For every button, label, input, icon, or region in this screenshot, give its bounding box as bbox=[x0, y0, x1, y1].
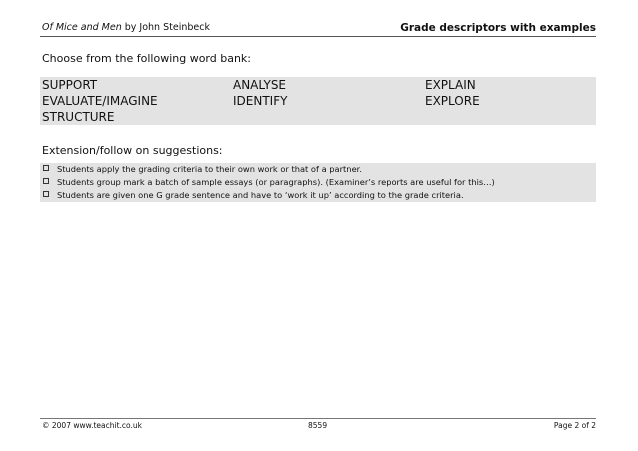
word-analyse: ANALYSE bbox=[233, 78, 287, 92]
word-explore: EXPLORE bbox=[425, 94, 480, 108]
suggestion-text: Students are given one G grade sentence and have to ‘work it up’ according to the grade criteria. bbox=[57, 190, 464, 200]
extension-heading: Extension/follow on suggestions: bbox=[42, 144, 223, 157]
list-item bbox=[40, 163, 362, 176]
word-support: SUPPORT bbox=[42, 78, 98, 92]
word-evaluate-imagine: EVALUATE/IMAGINE bbox=[42, 94, 158, 108]
page-header bbox=[40, 21, 596, 37]
word-bank-table bbox=[40, 77, 596, 125]
word-structure: STRUCTURE bbox=[42, 110, 115, 124]
footer-page-number: Page 2 of 2 bbox=[553, 421, 596, 430]
footer-code: 8559 bbox=[308, 421, 328, 430]
footer-copyright: © 2007 www.teachit.co.uk bbox=[42, 421, 142, 430]
document-page bbox=[40, 0, 596, 451]
page-footer bbox=[40, 420, 596, 434]
footer-divider bbox=[40, 418, 596, 419]
list-item bbox=[40, 176, 495, 189]
suggestion-text: Students apply the grading criteria to their own work or that of a partner. bbox=[57, 164, 362, 174]
header-section-title: Grade descriptors with examples bbox=[400, 22, 596, 34]
square-bullet-icon bbox=[43, 165, 49, 171]
square-bullet-icon bbox=[43, 191, 49, 197]
instruction-text: Choose from the following word bank: bbox=[42, 52, 252, 65]
suggestion-text: Students group mark a batch of sample essays (or paragraphs). (Examiner’s reports are useful for this…) bbox=[57, 177, 495, 187]
book-author: by John Steinbeck bbox=[121, 22, 210, 33]
suggestions-list bbox=[40, 163, 596, 202]
square-bullet-icon bbox=[43, 178, 49, 184]
word-identify: IDENTIFY bbox=[233, 94, 288, 108]
book-title: Of Mice and Men bbox=[42, 22, 122, 33]
word-explain: EXPLAIN bbox=[425, 78, 476, 92]
header-divider bbox=[40, 36, 596, 37]
list-item bbox=[40, 189, 464, 202]
header-book-info bbox=[42, 21, 210, 35]
